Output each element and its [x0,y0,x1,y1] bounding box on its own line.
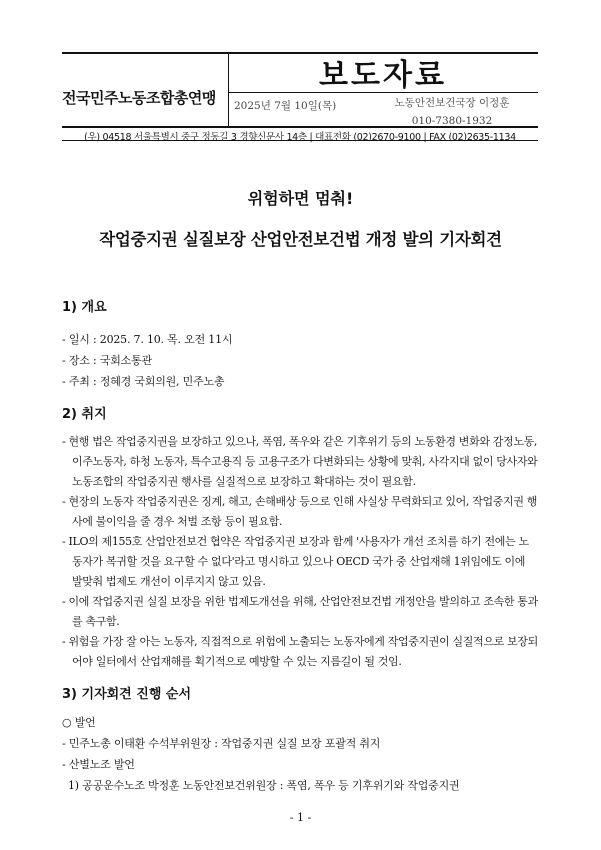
section-1-heading: 1) 개요 [62,300,107,315]
purpose-paragraph-1: - 현행 법은 작업중지권을 보장하고 있으나, 폭염, 폭우와 같은 기후위기 등의 노동환경 변화와 감정노동, 이주노동자, 하청 노동자, 특수고용직 등 고용구조가 다변화되는 상황에 맞춰, 사각지대 없이 당사자와 노동조합의 작업중지권 행사를 실질적으로 보장하고 확대하는 것이 필요함. [62,435,538,488]
header-bottom-rule [62,140,538,141]
program-item-public-union: 1) 공공운수노조 박정훈 노동안전보건위원장 : 폭염, 폭우 등 기후위기와 작업중지권 [68,779,460,792]
doc-type-title: 보도자료 [319,58,447,93]
doc-type-underline [228,92,538,93]
overview-host: - 주최 : 정혜경 국회의원, 민주노총 [62,375,225,388]
program-remarks: ○ 발언 [62,716,96,729]
section-3-heading: 3) 기자회견 진행 순서 [62,687,192,702]
org-name: 전국민주노동조합총연맹 [62,88,216,107]
purpose-paragraph-2: - 현장의 노동자 작업중지권은 징계, 해고, 손해배상 등으로 인해 사실상 무력화되고 있어, 작업중지권 행사에 불이익을 줄 경우 처벌 조항 등이 필요함. [62,495,538,528]
page-number: - 1 - [289,811,312,824]
contact-name: 노동안전보건국장 이정훈 [394,97,510,109]
purpose-paragraph-3: - ILO의 제155호 산업안전보건 협약은 작업중지권 보장과 함께 '사용자가 개선 조치를 하기 전에는 노동자가 복귀할 것을 요구할 수 없다'라고 명시하고 있으나 OECD 국가 중 산업재해 1위임에도 이에 발맞춰 법제도 개선이 이루지지 않고 있음. [62,535,529,588]
release-date: 2025년 7월 10일(목) [234,100,337,112]
contact-info [366,94,538,130]
program-item-kctu: - 민주노총 이태환 수석부위원장 : 작업중지권 실질 보장 포괄적 취지 [62,737,381,750]
title-line-1: 위험하면 멈춰! [247,189,354,208]
section-2-heading: 2) 취지 [62,407,107,422]
purpose-paragraph-4: - 이에 작업중지권 실질 보장을 위한 법제도개선을 위해, 산업안전보건법 개정안을 발의하고 조속한 통과를 촉구함. [62,595,538,628]
program-item-unions: - 산별노조 발언 [62,758,135,771]
purpose-paragraph-5: - 위험을 가장 잘 아는 노동자, 직접적으로 위험에 노출되는 노동자에게 작업중지권이 실질적으로 보장되어야 일터에서 산업재해를 획기적으로 예방할 수 있는 지름길이 될 것임. [62,635,538,668]
contact-phone: 010-7380-1932 [411,115,493,127]
header-mid-rule [62,126,538,128]
overview-venue: - 장소 : 국회소통관 [62,354,152,367]
address-line: (우) 04518 서울특별시 중구 정동길 3 경향신문사 14층 | 대표전화 (02)2670-9100 | FAX (02)2635-1134 [84,132,516,143]
press-release-header [62,52,538,143]
title-line-2: 작업중지권 실질보장 산업안전보건법 개정 발의 기자회견 [99,230,502,249]
overview-date: - 일시 : 2025. 7. 10. 목. 오전 11시 [62,333,233,346]
